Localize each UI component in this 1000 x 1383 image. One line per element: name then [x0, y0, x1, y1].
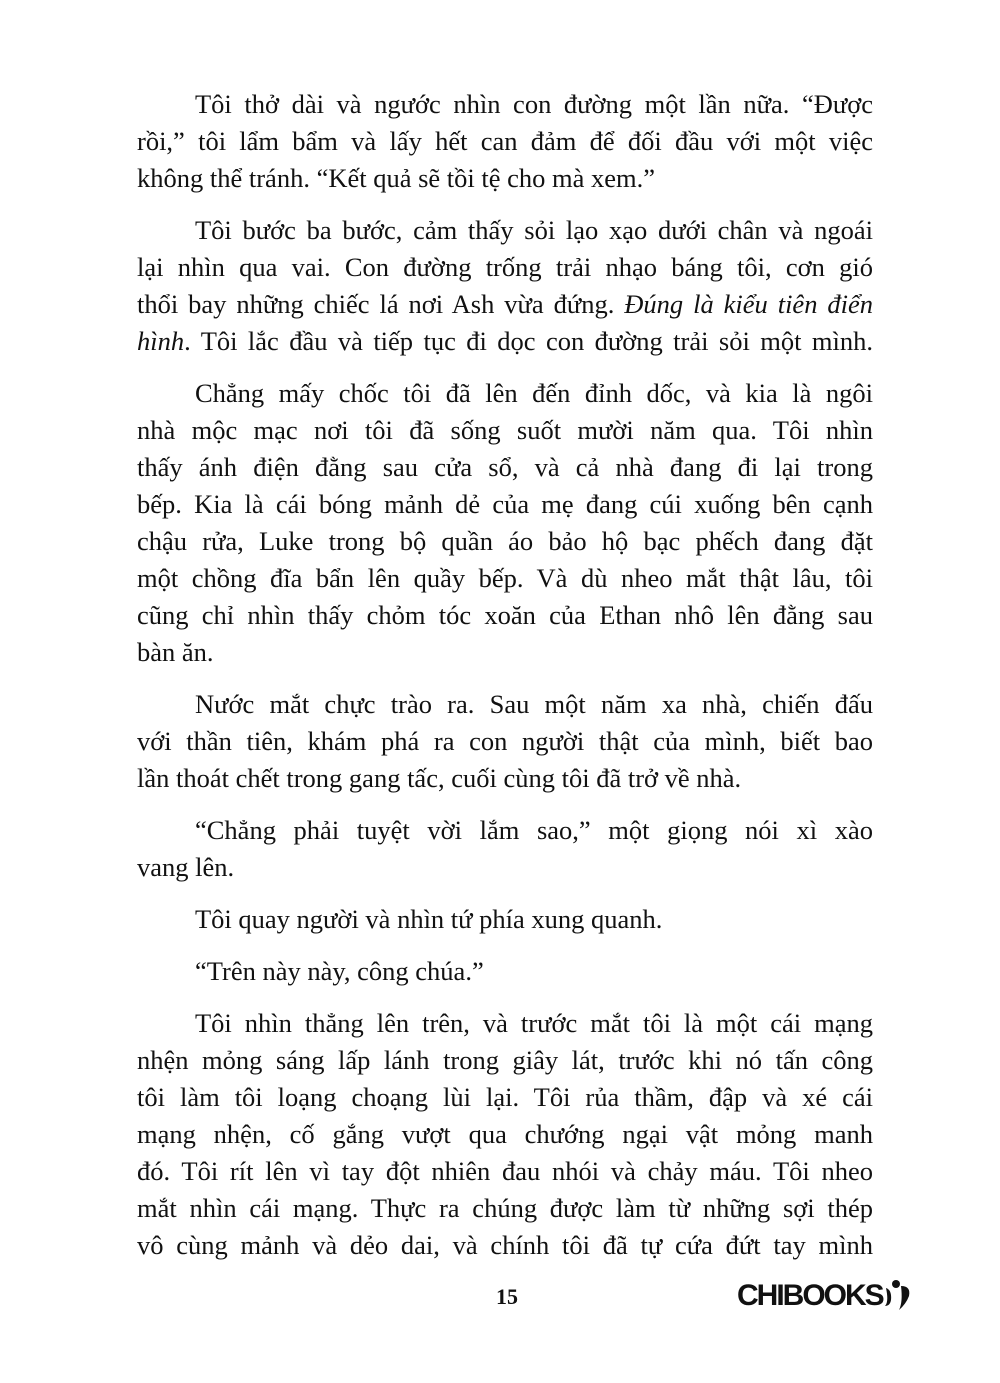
body-text [137, 86, 873, 1279]
text-line: với thần tiên, khám phá ra con người thật của mình, biết bao [137, 726, 873, 756]
text-line: tôi làm tôi loạng choạng lùi lại. Tôi rủa thầm, đập và xé cái [137, 1082, 873, 1112]
text-line: một chồng đĩa bẩn lên quầy bếp. Và dù nheo mắt thật lâu, tôi [137, 563, 873, 593]
text-line: thổi bay những chiếc lá nơi Ash vừa đứng. Đúng là kiểu tiên điển [137, 289, 873, 319]
text-line: đó. Tôi rít lên vì tay đột nhiên đau nhói và chảy máu. Tôi nheo [137, 1156, 873, 1186]
paragraph [137, 375, 873, 671]
publisher-logo [737, 1278, 913, 1314]
text-line: rồi,” tôi lẩm bẩm và lấy hết can đảm để đối đầu với một việc [137, 126, 873, 156]
text-line: “Chẳng phải tuyệt vời lắm sao,” một giọng nói xì xào [195, 815, 873, 845]
text-line: Tôi nhìn thẳng lên trên, và trước mắt tôi là một cái mạng [195, 1008, 873, 1038]
text-line: mắt nhìn cái mạng. Thực ra chúng được làm từ những sợi thép [137, 1193, 873, 1223]
text-line: bếp. Kia là cái bóng mảnh dẻ của mẹ đang cúi xuống bên cạnh [137, 489, 873, 519]
paragraph [137, 1005, 873, 1264]
paragraph [137, 901, 873, 938]
text-line: Tôi bước ba bước, cảm thấy sỏi lạo xạo dưới chân và ngoái [195, 215, 873, 245]
text-line: Tôi quay người và nhìn tứ phía xung quanh. [195, 904, 663, 934]
paragraph [137, 812, 873, 886]
page-number: 15 [496, 1284, 518, 1309]
text-line: Nước mắt chực trào ra. Sau một năm xa nhà, chiến đấu [195, 689, 873, 719]
text-line: vô cùng mảnh và dẻo dai, và chính tôi đã tự cứa đứt tay mình [137, 1230, 873, 1260]
paragraph [137, 953, 873, 990]
text-line: nhện mỏng sáng lấp lánh trong giây lát, trước khi nó tấn công [137, 1045, 873, 1075]
paragraph [137, 686, 873, 797]
paragraph [137, 86, 873, 197]
publisher-logo-text: CHIBOOKS [737, 1279, 883, 1312]
text-line: Chẳng mấy chốc tôi đã lên đến đỉnh dốc, và kia là ngôi [195, 378, 873, 408]
text-line: cũng chỉ nhìn thấy chỏm tóc xoăn của Ethan nhô lên đằng sau [137, 600, 873, 630]
text-line: nhà mộc mạc nơi tôi đã sống suốt mười năm qua. Tôi nhìn [137, 415, 873, 445]
text-line: mạng nhện, cố gắng vượt qua chướng ngại vật mỏng manh [137, 1119, 873, 1149]
text-line: không thể tránh. “Kết quả sẽ tồi tệ cho mà xem.” [137, 163, 656, 193]
publisher-logo-icon [883, 1278, 913, 1314]
text-line: lại nhìn qua vai. Con đường trống trải nhạo báng tôi, cơn gió [137, 252, 873, 282]
text-line: hình. Tôi lắc đầu và tiếp tục đi dọc con đường trải sỏi một mình. [137, 326, 873, 356]
text-line: chậu rửa, Luke trong bộ quần áo bảo hộ bạc phếch đang đặt [137, 526, 873, 556]
text-line: “Trên này này, công chúa.” [195, 956, 484, 986]
text-line: thấy ánh điện đằng sau cửa sổ, và cả nhà đang đi lại trong [137, 452, 873, 482]
text-line: bàn ăn. [137, 637, 214, 667]
paragraph [137, 212, 873, 360]
text-line: Tôi thở dài và ngước nhìn con đường một lần nữa. “Được [195, 89, 873, 119]
text-line: lần thoát chết trong gang tấc, cuối cùng tôi đã trở về nhà. [137, 763, 742, 793]
text-line: vang lên. [137, 852, 235, 882]
